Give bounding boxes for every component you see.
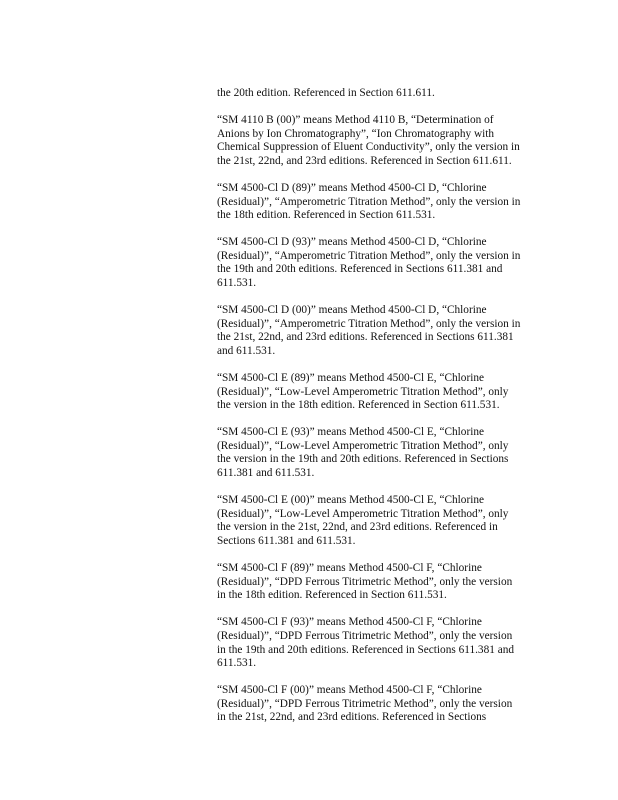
- definition-sm-4500-cl-f-93: “SM 4500-Cl F (93)” means Method 4500-Cl F, “Chlorine (Residual)”, “DPD Ferrous Titrimetric Method”, only the version in the 19th and 20th editions. Referenced in Sections 611.381 and 611.531.: [217, 616, 515, 670]
- paragraph-continuation: the 20th edition. Referenced in Section 611.611.: [217, 87, 435, 99]
- definition-sm-4500-cl-f-00: “SM 4500-Cl F (00)” means Method 4500-Cl F, “Chlorine (Residual)”, “DPD Ferrous Titrimetric Method”, only the version in the 21st, 22nd, and 23rd editions. Referenced in Sections: [217, 684, 513, 724]
- definition-sm-4500-cl-d-89: “SM 4500-Cl D (89)” means Method 4500-Cl D, “Chlorine (Residual)”, “Amperometric Titration Method”, only the version in the 18th edition. Referenced in Section 611.531.: [217, 181, 521, 222]
- document-body: [217, 87, 547, 738]
- definition-sm-4500-cl-e-89: “SM 4500-Cl E (89)” means Method 4500-Cl E, “Chlorine (Residual)”, “Low-Level Amperometric Titration Method”, only the version in the 18th edition. Referenced in Section 611.531.: [217, 372, 509, 412]
- definition-sm-4110-b-00: “SM 4110 B (00)” means Method 4110 B, “Determination of Anions by Ion Chromatography”, “Ion Chromatography with Chemical Suppression of Eluent Conductivity”, only the version in the 21st, 22nd, and 23rd editions. Referenced in Section 611.611.: [217, 114, 520, 167]
- definition-sm-4500-cl-f-89: “SM 4500-Cl F (89)” means Method 4500-Cl F, “Chlorine (Residual)”, “DPD Ferrous Titrimetric Method”, only the version in the 18th edition. Referenced in Section 611.531.: [217, 562, 513, 602]
- definition-sm-4500-cl-d-00: “SM 4500-Cl D (00)” means Method 4500-Cl D, “Chlorine (Residual)”, “Amperometric Titration Method”, only the version in the 21st, 22nd, and 23rd editions. Referenced in Sections 611.381 and 611.531.: [217, 304, 521, 357]
- definition-sm-4500-cl-e-00: “SM 4500-Cl E (00)” means Method 4500-Cl E, “Chlorine (Residual)”, “Low-Level Amperometric Titration Method”, only the version in the 21st, 22nd, and 23rd editions. Referenced in Sections 611.381 and 611.531.: [217, 494, 509, 547]
- definition-sm-4500-cl-e-93: “SM 4500-Cl E (93)” means Method 4500-Cl E, “Chlorine (Residual)”, “Low-Level Amperometric Titration Method”, only the version in the 19th and 20th editions. Referenced in Sections 611.381 and 611.531.: [217, 426, 509, 480]
- definition-sm-4500-cl-d-93: “SM 4500-Cl D (93)” means Method 4500-Cl D, “Chlorine (Residual)”, “Amperometric Titration Method”, only the version in the 19th and 20th editions. Referenced in Sections 611.381 and 611.531.: [217, 236, 521, 290]
